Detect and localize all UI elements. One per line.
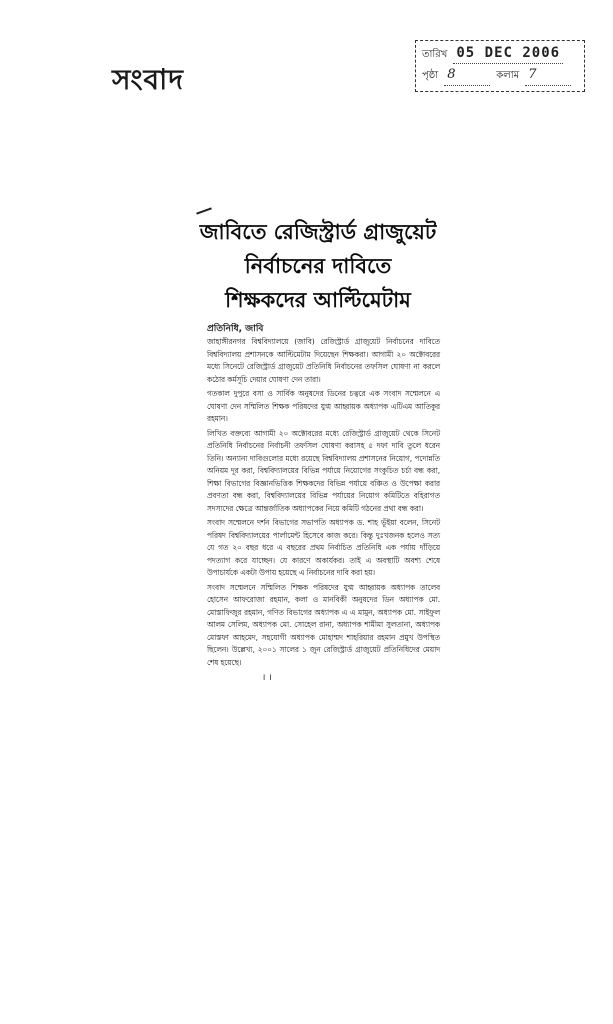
headline-line-3: শিক্ষকদের আল্টিমেটাম xyxy=(225,288,411,312)
article-paragraph: লিখিত বক্তব্যে আগামী ২০ অক্টোবরের মধ্যে রেজিস্ট্রার্ড গ্রাজুয়েট থেকে সিনেট প্রতিনিধি নির্বাচনের নির্বাচনী তফসিল ঘোষণা করাসহ ৫ দফা দাবি তুলে ধরেন তিনি। অন্যান্য দাবিগুলোর মধ্যে রয়েছে বিশ্ববিদ্যালয় প্রশাসনের নিয়োগ, পদোন্নতি অনিয়ম দূর করা, বিশ্ববিদ্যালয়ের বিভিন্ন পর্যায়ে নিয়োগের সংকুচিত চর্চা বন্ধ করা, শিক্ষা বিভাগের বিজ্ঞানভিত্তিক শিক্ষকদের বিভিন্ন পর্যায়ে বঞ্চিত ও উপেক্ষা করার প্রবণতা বন্ধ করা, বিশ্ববিদ্যালয়ের বিভিন্ন পর্যায়ের নিয়োগ কমিটিতে বহিরাগত সদস্যদের ক্ষেত্রে আন্তর্জাতিক অধ্যাপকের নিয়ে কমিটি গঠনের প্রথা বন্ধ করা। xyxy=(207,428,440,513)
pen-mark xyxy=(196,207,212,214)
headline-line-1: জাবিতে রেজিস্ট্রার্ড গ্রাজুয়েট xyxy=(199,220,437,244)
article-byline: প্রতিনিধি, জাবি xyxy=(207,324,264,334)
stamp-page-value: 8 xyxy=(444,65,490,86)
article-body xyxy=(207,336,440,671)
article-headline xyxy=(198,215,438,317)
article-paragraph: জাহাঙ্গীরনগর বিশ্ববিদ্যালয়ে (জাবি) রেজিস্ট্রার্ড গ্রাজুয়েট নির্বাচনের দাবিতে বিশ্ববিদ্যালয় প্রশাসনকে আল্টিমেটাম দিয়েছেন শিক্ষকরা। আগামী ২০ অক্টোবরের মধ্যে সিনেটে রেজিস্ট্রার্ড গ্রাজুয়েট প্রতিনিধি নির্বাচনের তফসিল ঘোষণা না করলে কঠোর কর্মসূচি দেয়ার ঘোষণা দেন তারা। xyxy=(207,337,440,384)
stamp-date-value: 05 DEC 2006 xyxy=(453,43,563,64)
newspaper-masthead: সংবাদ xyxy=(112,63,184,96)
stamp-column-label: কলাম xyxy=(496,70,520,81)
stamp-column-value: 7 xyxy=(525,65,571,86)
stamp-date-row xyxy=(422,43,563,63)
stamp-date-label: তারিখ xyxy=(422,49,448,60)
article-paragraph: সংবাদ সম্মেলনে সম্মিলিত শিক্ষক পরিষদের যুগ্ম আহ্বায়ক অধ্যাপক তালেব হোসেন আফরোজা রহমান, কলা ও মানবিকী অনুষদের ডিন অধ্যাপক মো. মোস্তাফিজুর রহমান, গণিত বিভাগের অধ্যাপক এ এ মামুন, অধ্যাপক মো. সাইফুল আলম সেলিম, অধ্যাপক মো. সোহেল রানা, অধ্যাপক শামীমা সুলতানা, অধ্যাপক মোস্তফা আহমেদ, সহযোগী অধ্যাপক মোহাম্মদ শাহরিয়ার রহমান প্রমুখ উপস্থিত ছিলেন। উল্লেখ্য, ২০০১ সালের ১ জুন রেজিস্ট্রার্ড গ্রাজুয়েট প্রতিনিধিদের মেয়াদ শেষ হয়েছে। xyxy=(207,582,440,667)
stamp-page-row xyxy=(422,65,571,85)
headline-line-2: নির্বাচনের দাবিতে xyxy=(244,254,392,278)
article-paragraph: সংবাদ সম্মেলনে দর্শন বিভাগের সভাপতি অধ্যাপক ড. শাহ ভূঁইয়া বলেন, সিনেট পরিষদ বিশ্ববিদ্যালয়ের পার্লামেন্ট হিসেবে কাজ করে। কিন্তু দুঃখজনক হলেও সত্য যে গত ২০ বছর ধরে এ বছরের প্রথম নির্বাচিত প্রতিনিধি এক পর্যায় দাঁড়িয়ে পদত্যাগ করে যাচ্ছেন। যে কারণে অকার্যকর। তাই এ অবস্থাটি অবশ্য শেষে উপাচার্যকে একটা উপায় হয়েছে এ নির্বাচনের দাবি করা হয়। xyxy=(207,518,440,577)
archive-date-stamp xyxy=(415,40,585,92)
article-end-mark: । । xyxy=(262,673,272,683)
article-paragraph: গতকাল দুপুরে বসা ও সার্বিক অনুষদের ডিনের চত্বরে এক সংবাদ সম্মেলনে এ ঘোষণা দেন সম্মিলিত শিক্ষক পরিষদের যুগ্ম আহ্বায়ক অধ্যাপক এটিএম আতিকুর রহমান। xyxy=(207,389,440,423)
stamp-page-label: পৃষ্ঠা xyxy=(422,70,439,81)
